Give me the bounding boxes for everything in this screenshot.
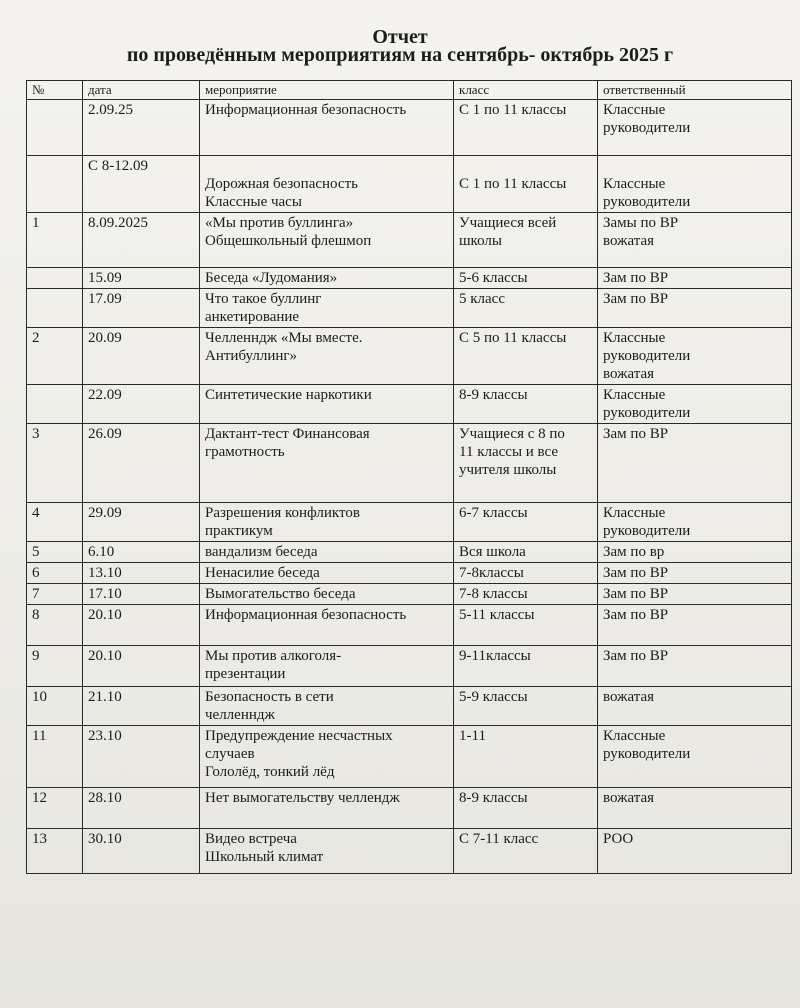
- row-number: [27, 289, 83, 328]
- table-row: [27, 328, 792, 385]
- row-date: 20.10: [83, 646, 200, 687]
- row-event: Нет вымогательству челлендж: [200, 788, 454, 829]
- row-date: 30.10: [83, 829, 200, 874]
- row-event: Синтетические наркотики: [200, 385, 454, 424]
- row-number: 2: [27, 328, 83, 385]
- table-row: [27, 788, 792, 829]
- table-row: [27, 268, 792, 289]
- row-event: Мы против алкоголя- презентации: [200, 646, 454, 687]
- row-class: 5 класс: [454, 289, 598, 328]
- row-class: С 1 по 11 классы: [454, 100, 598, 156]
- row-event: Беседа «Лудомания»: [200, 268, 454, 289]
- row-number: 1: [27, 213, 83, 268]
- row-class: 6-7 классы: [454, 503, 598, 542]
- row-responsible: вожатая: [598, 687, 792, 726]
- header-number: №: [27, 81, 83, 100]
- row-class: 9-11классы: [454, 646, 598, 687]
- row-class: 5-6 классы: [454, 268, 598, 289]
- table-row: [27, 605, 792, 646]
- table-row: [27, 289, 792, 328]
- row-class: 1-11: [454, 726, 598, 788]
- row-date: 2.09.25: [83, 100, 200, 156]
- row-event: Ненасилие беседа: [200, 563, 454, 584]
- table-row: [27, 646, 792, 687]
- row-date: 6.10: [83, 542, 200, 563]
- row-event: Разрешения конфликтов практикум: [200, 503, 454, 542]
- row-date: 8.09.2025: [83, 213, 200, 268]
- row-date: 15.09: [83, 268, 200, 289]
- row-event: Безопасность в сети челленндж: [200, 687, 454, 726]
- row-date: С 8-12.09: [83, 156, 200, 213]
- table-row: [27, 100, 792, 156]
- row-responsible: Зам по ВР: [598, 563, 792, 584]
- row-responsible: Классные руководители: [598, 726, 792, 788]
- row-number: 12: [27, 788, 83, 829]
- row-class: 7-8классы: [454, 563, 598, 584]
- row-date: 26.09: [83, 424, 200, 503]
- row-class: 5-9 классы: [454, 687, 598, 726]
- row-responsible: Замы по ВР вожатая: [598, 213, 792, 268]
- row-event: Челленндж «Мы вместе. Антибуллинг»: [200, 328, 454, 385]
- row-date: 20.09: [83, 328, 200, 385]
- row-date: 22.09: [83, 385, 200, 424]
- row-class: 8-9 классы: [454, 788, 598, 829]
- row-class: Вся школа: [454, 542, 598, 563]
- header-date: дата: [83, 81, 200, 100]
- table-row: [27, 424, 792, 503]
- row-responsible: Зам по ВР: [598, 584, 792, 605]
- row-date: 23.10: [83, 726, 200, 788]
- row-responsible: Зам по ВР: [598, 268, 792, 289]
- row-class: 8-9 классы: [454, 385, 598, 424]
- row-responsible: Классные руководители: [598, 100, 792, 156]
- row-event: вандализм беседа: [200, 542, 454, 563]
- table-row: [27, 687, 792, 726]
- row-event: Что такое буллинг анкетирование: [200, 289, 454, 328]
- table-row: [27, 385, 792, 424]
- row-number: 5: [27, 542, 83, 563]
- row-date: 17.10: [83, 584, 200, 605]
- row-event: Информационная безопасность: [200, 100, 454, 156]
- row-event: Дактант-тест Финансовая грамотность: [200, 424, 454, 503]
- row-event: Вымогательство беседа: [200, 584, 454, 605]
- row-class: 5-11 классы: [454, 605, 598, 646]
- row-date: 17.09: [83, 289, 200, 328]
- events-table: [26, 80, 792, 874]
- table-row: [27, 726, 792, 788]
- row-number: 10: [27, 687, 83, 726]
- row-number: 9: [27, 646, 83, 687]
- table-row: [27, 563, 792, 584]
- row-responsible: Зам по вр: [598, 542, 792, 563]
- row-number: 8: [27, 605, 83, 646]
- table-row: [27, 584, 792, 605]
- row-number: [27, 268, 83, 289]
- row-class: С 7-11 класс: [454, 829, 598, 874]
- table-row: [27, 213, 792, 268]
- row-responsible: Зам по ВР: [598, 424, 792, 503]
- row-number: 6: [27, 563, 83, 584]
- row-class: Учащиеся с 8 по 11 классы и все учителя школы: [454, 424, 598, 503]
- row-number: [27, 385, 83, 424]
- row-number: 7: [27, 584, 83, 605]
- header-responsible: ответственный: [598, 81, 792, 100]
- row-date: 20.10: [83, 605, 200, 646]
- row-responsible: Классные руководители: [598, 503, 792, 542]
- header-event: мероприятие: [200, 81, 454, 100]
- row-number: 4: [27, 503, 83, 542]
- report-subtitle: по проведённым мероприятиям на сентябрь- октябрь 2025 г: [126, 44, 674, 66]
- row-responsible: Классные руководители: [598, 156, 792, 213]
- row-event: Видео встреча Школьный климат: [200, 829, 454, 874]
- row-event: Предупреждение несчастных случаев Гололёд, тонкий лёд: [200, 726, 454, 788]
- row-event: Дорожная безопасность Классные часы: [200, 156, 454, 213]
- row-date: 13.10: [83, 563, 200, 584]
- row-responsible: Классные руководители: [598, 385, 792, 424]
- table-row: [27, 156, 792, 213]
- row-class: С 5 по 11 классы: [454, 328, 598, 385]
- row-number: 3: [27, 424, 83, 503]
- row-event: Информационная безопасность: [200, 605, 454, 646]
- header-class: класс: [454, 81, 598, 100]
- table-header-row: [27, 81, 792, 100]
- row-number: 11: [27, 726, 83, 788]
- row-date: 29.09: [83, 503, 200, 542]
- table-row: [27, 829, 792, 874]
- table-row: [27, 503, 792, 542]
- row-responsible: Зам по ВР: [598, 289, 792, 328]
- row-class: 7-8 классы: [454, 584, 598, 605]
- row-responsible: Зам по ВР: [598, 605, 792, 646]
- row-class: Учащиеся всей школы: [454, 213, 598, 268]
- row-responsible: РОО: [598, 829, 792, 874]
- row-date: 21.10: [83, 687, 200, 726]
- row-number: [27, 100, 83, 156]
- row-responsible: Классные руководители вожатая: [598, 328, 792, 385]
- row-event: «Мы против буллинга» Общешкольный флешмоп: [200, 213, 454, 268]
- row-number: 13: [27, 829, 83, 874]
- row-number: [27, 156, 83, 213]
- row-responsible: Зам по ВР: [598, 646, 792, 687]
- report-title: Отчет: [372, 26, 428, 48]
- row-date: 28.10: [83, 788, 200, 829]
- row-responsible: вожатая: [598, 788, 792, 829]
- row-class: С 1 по 11 классы: [454, 156, 598, 213]
- table-row: [27, 542, 792, 563]
